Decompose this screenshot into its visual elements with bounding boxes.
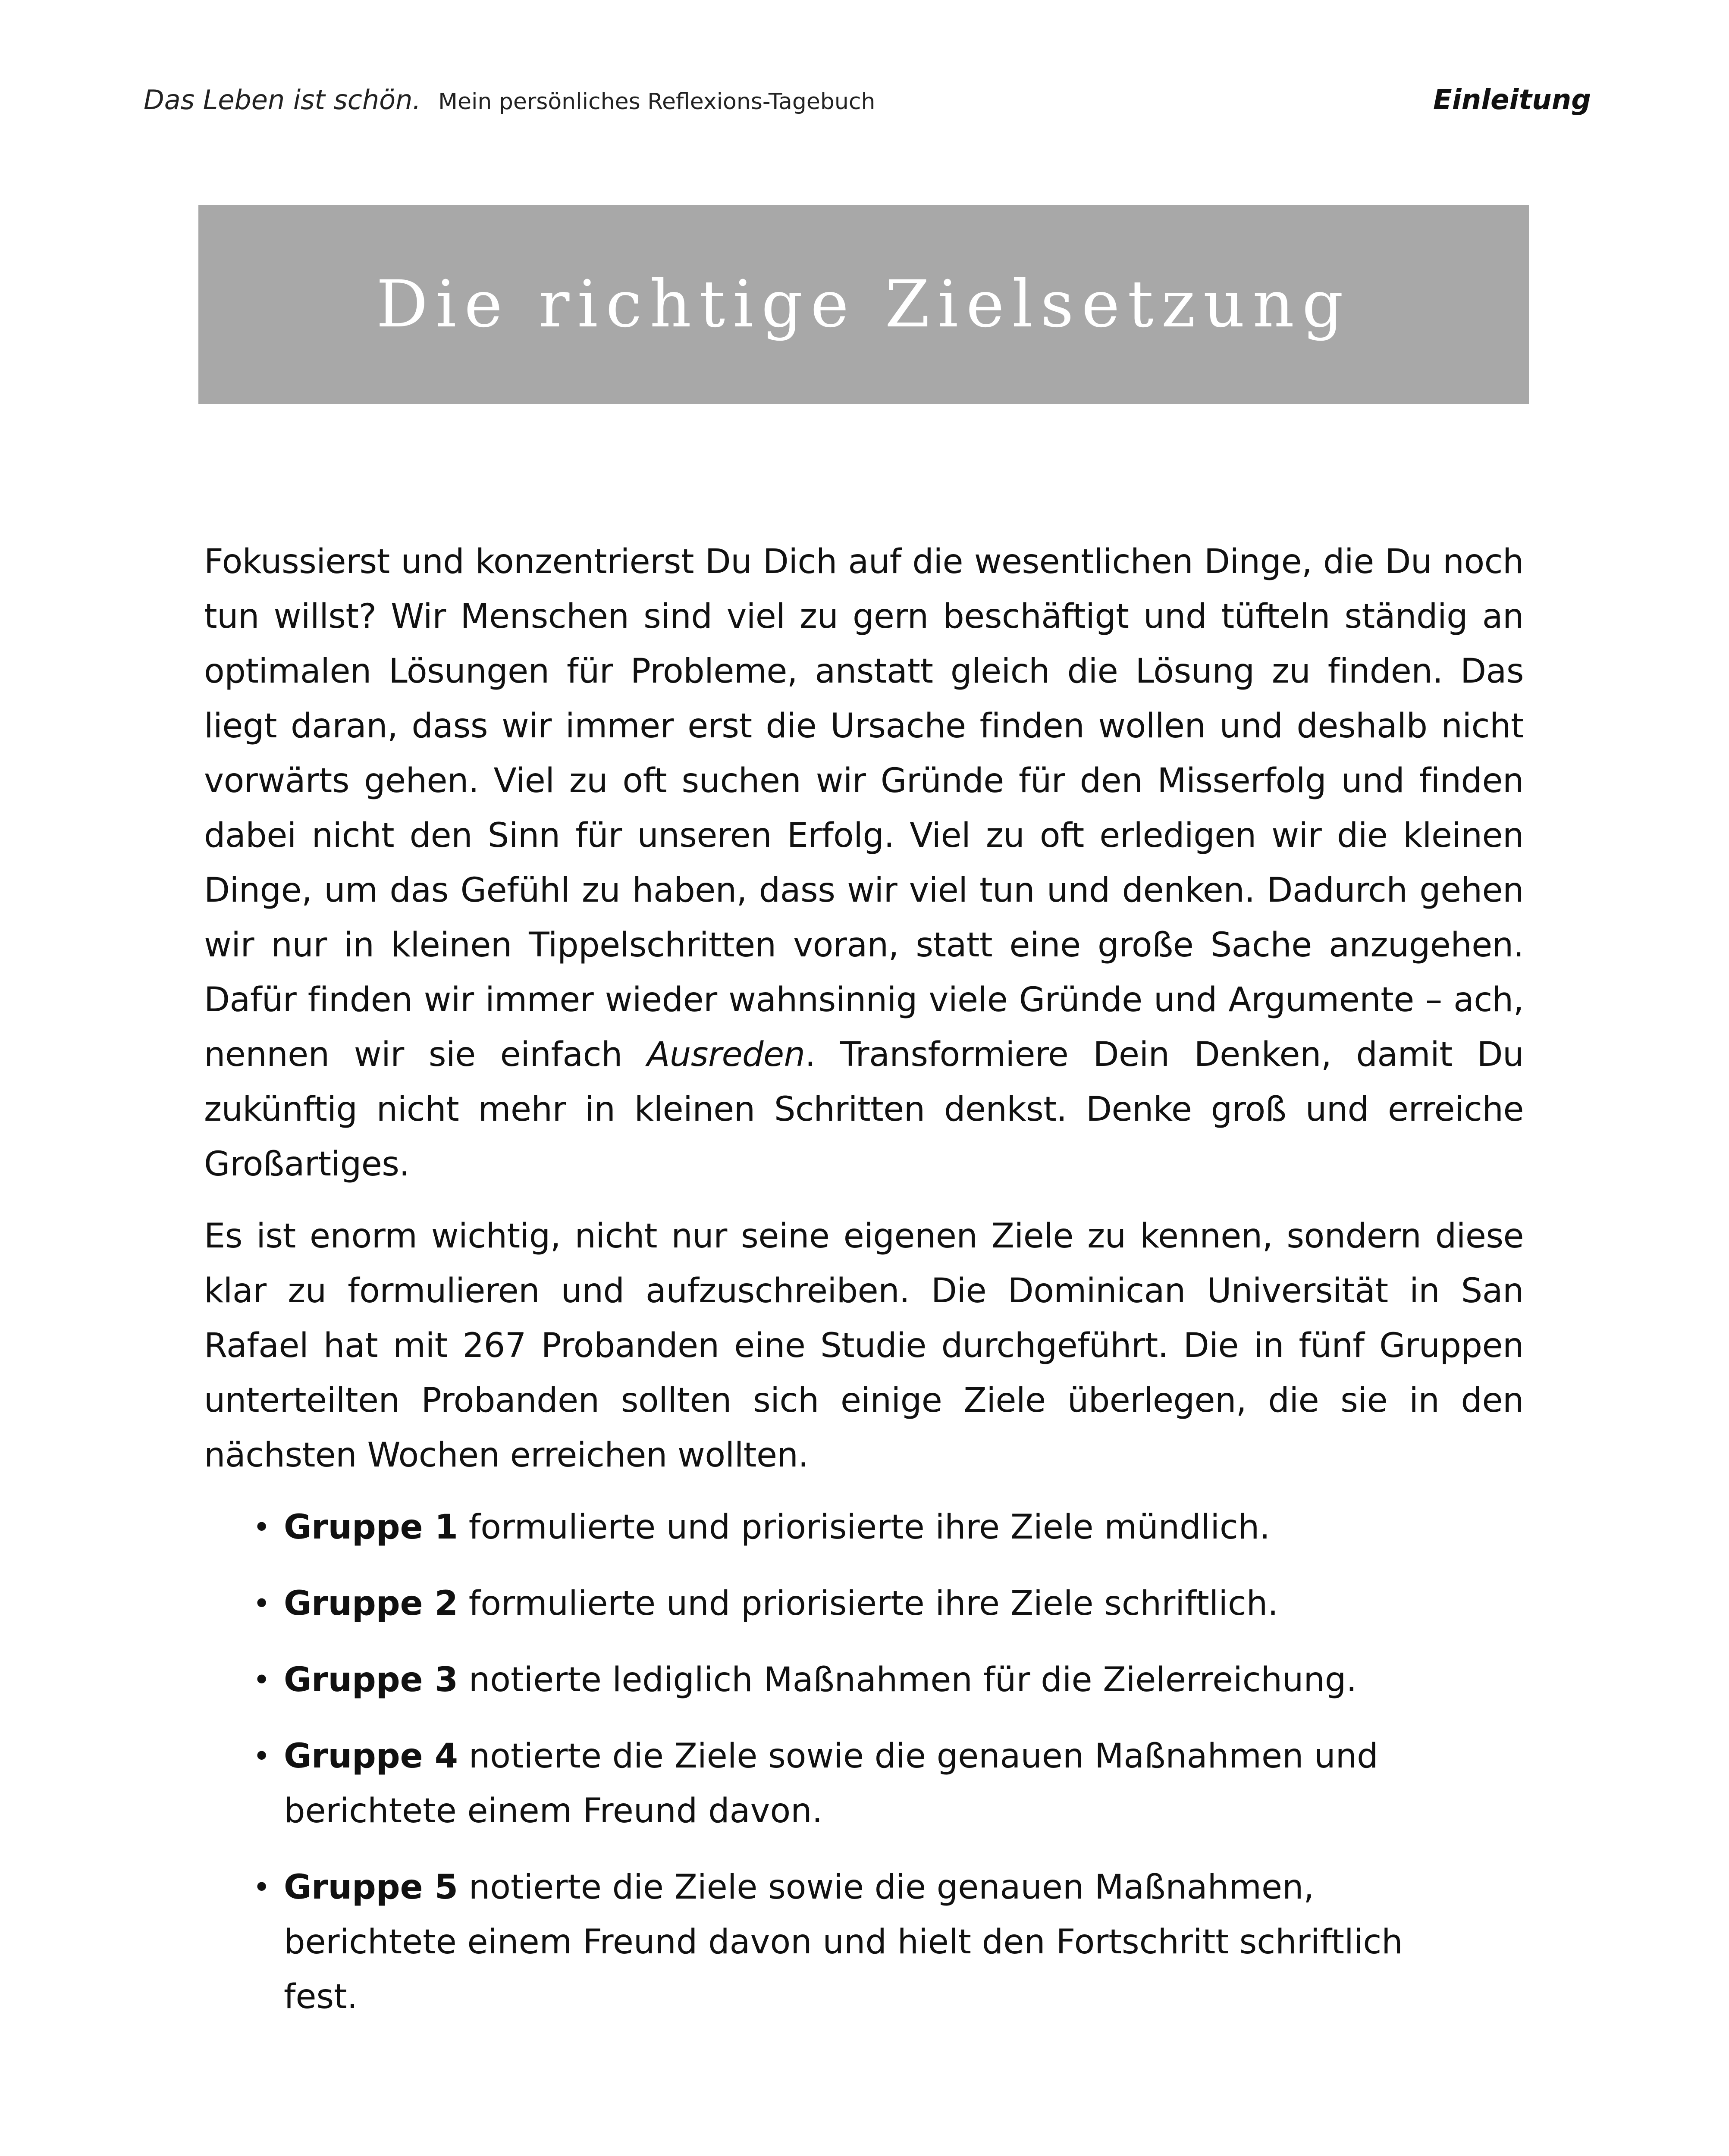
- group-label: Gruppe 4: [284, 1737, 458, 1776]
- group-text: notierte die Ziele sowie die genauen Maßnahmen und berichtete einem Freund davon.: [284, 1737, 1378, 1830]
- section-name: Einleitung: [1433, 84, 1591, 116]
- chapter-title-banner: [198, 205, 1529, 404]
- paragraph-2: Es ist enorm wichtig, nicht nur seine eigenen Ziele zu kennen, sondern diese klar zu formulieren und aufzuschreiben. Die Dominican Universität in San Rafael hat mit 267 Probanden eine Studie durchgeführt. Die in fünf Gruppen unterteilten Probanden sollten sich einige Ziele überlegen, die sie in den nächsten Wochen erreichen wollten.: [204, 1217, 1524, 1475]
- list-item: [253, 1729, 1474, 1839]
- list-item: [253, 1576, 1474, 1631]
- book-title: Das Leben ist schön.: [144, 84, 421, 116]
- paragraph-1: [204, 535, 1524, 1192]
- group-label: Gruppe 2: [284, 1584, 458, 1623]
- group-text: notierte die Ziele sowie die genauen Maßnahmen, berichtete einem Freund davon und hielt den Fortschritt schriftlich fest.: [284, 1868, 1403, 2016]
- bullet-icon: •: [253, 1662, 271, 1698]
- group-label: Gruppe 3: [284, 1661, 458, 1699]
- running-header-left: [144, 84, 875, 116]
- group-label: Gruppe 1: [284, 1508, 458, 1547]
- bullet-icon: •: [253, 1586, 271, 1621]
- list-item: [253, 1653, 1474, 1708]
- bullet-icon: •: [253, 1510, 271, 1545]
- list-item: [253, 1500, 1474, 1555]
- group-list: [204, 1500, 1474, 2024]
- list-item: [253, 1860, 1474, 2024]
- paragraph-1-part-2: . Transformiere Dein Denken, damit Du zukünftig nicht mehr in kleinen Schritten denkst. Denke groß und erreiche Großartiges.: [204, 1035, 1524, 1184]
- book-subtitle: Mein persönliches Reflexions-Tagebuch: [438, 89, 875, 115]
- paragraph-1-italic: Ausreden: [647, 1035, 805, 1074]
- paragraph-1-part-1: Fokussierst und konzentrierst Du Dich auf die wesentlichen Dinge, die Du noch tun willst? Wir Menschen sind viel zu gern beschäftigt und tüfteln ständig an optimalen Lösungen für Probleme, anstatt gleich die Lösung zu finden. Das liegt daran, dass wir immer erst die Ursache finden wollen und deshalb nicht vorwärts gehen. Viel zu oft suchen wir Gründe für den Misserfolg und finden dabei nicht den Sinn für unseren Erfolg. Viel zu oft erledigen wir die kleinen Dinge, um das Gefühl zu haben, dass wir viel tun und denken. Dadurch gehen wir nur in kleinen Tippelschritten voran, statt eine große Sache anzugehen. Dafür finden wir immer wieder wahnsinnig viele Gründe und Argumente – ach, nennen wir sie einfach: [204, 542, 1524, 1074]
- bullet-icon: •: [253, 1739, 271, 1774]
- chapter-title: Die richtige Zielsetzung: [376, 267, 1351, 342]
- group-label: Gruppe 5: [284, 1868, 458, 1907]
- group-text: notierte lediglich Maßnahmen für die Zielerreichung.: [458, 1661, 1357, 1699]
- bullet-icon: •: [253, 1870, 271, 1905]
- group-text: formulierte und priorisierte ihre Ziele schriftlich.: [458, 1584, 1279, 1623]
- group-text: formulierte und priorisierte ihre Ziele mündlich.: [458, 1508, 1271, 1547]
- body-text: [204, 535, 1524, 2046]
- running-header: [144, 84, 1591, 123]
